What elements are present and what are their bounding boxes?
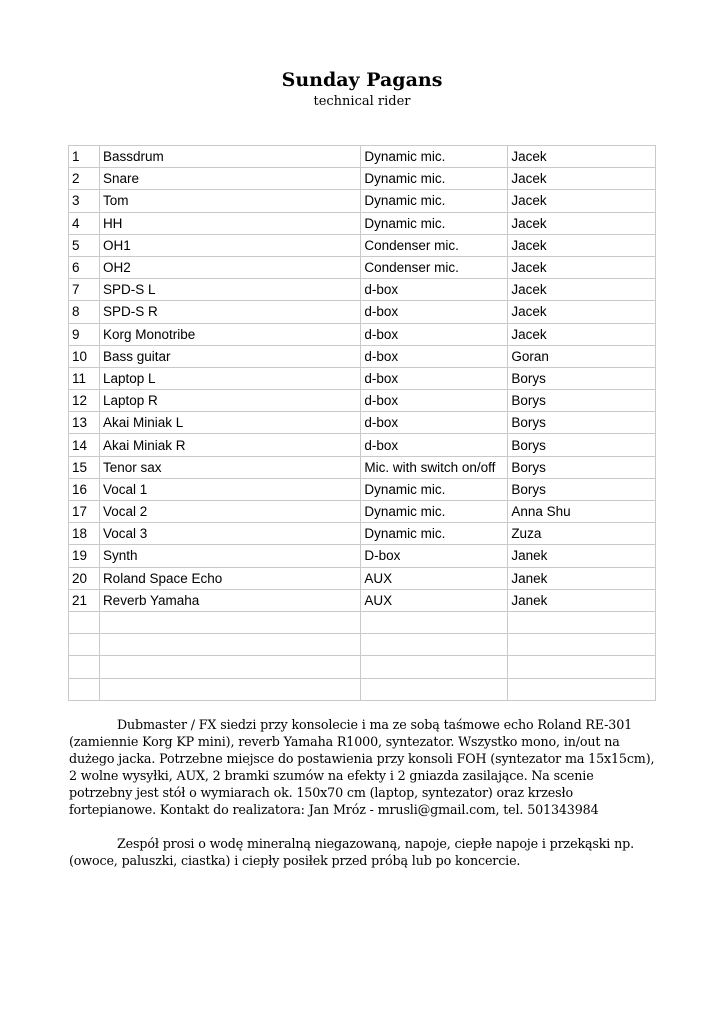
channel-source: Vocal 2 <box>99 501 360 523</box>
channel-number: 9 <box>69 323 100 345</box>
channel-source <box>99 611 360 633</box>
channel-number: 12 <box>69 390 100 412</box>
channel-mic: D-box <box>361 545 508 567</box>
table-row <box>69 501 656 523</box>
channel-mic: Dynamic mic. <box>361 501 508 523</box>
table-row <box>69 234 656 256</box>
channel-source: SPD-S R <box>99 301 360 323</box>
channel-mic: Dynamic mic. <box>361 478 508 500</box>
channel-person: Jacek <box>508 168 656 190</box>
channel-person: Borys <box>508 434 656 456</box>
channel-person: Borys <box>508 456 656 478</box>
channel-mic: d-box <box>361 345 508 367</box>
table-row <box>69 190 656 212</box>
channel-number: 15 <box>69 456 100 478</box>
channel-source: Reverb Yamaha <box>99 589 360 611</box>
table-row <box>69 634 656 656</box>
table-row <box>69 301 656 323</box>
channel-number: 14 <box>69 434 100 456</box>
table-row <box>69 478 656 500</box>
table-row <box>69 279 656 301</box>
channel-person: Jacek <box>508 301 656 323</box>
notes-paragraph-equipment: Dubmaster / FX siedzi przy konsolecie i ma ze sobą taśmowe echo Roland RE-301 (zamiennie Korg KP mini), reverb Yamaha R1000, syntezator. Wszystko mono, in/out na dużego jacka. Potrzebne miejsce do postawienia przy konsoli FOH (syntezator ma 15x15cm), 2 wolne wysyłki, AUX, 2 bramki szumów na efekty i 2 gniazda zasilające. Na scenie potrzebny jest stół o wymiarach ok. 150x70 cm (laptop, syntezator) oraz krzesło fortepianowe. Kontakt do realizatora: Jan Mróz - mrusli@gmail.com, tel. 501343984 <box>69 717 655 817</box>
channel-number <box>69 634 100 656</box>
channel-mic <box>361 678 508 700</box>
channel-source <box>99 678 360 700</box>
channel-source: Laptop L <box>99 367 360 389</box>
table-row <box>69 456 656 478</box>
channel-number: 3 <box>69 190 100 212</box>
channel-person: Jacek <box>508 234 656 256</box>
channel-source: Roland Space Echo <box>99 567 360 589</box>
table-row <box>69 367 656 389</box>
channel-person: Jacek <box>508 323 656 345</box>
channel-source: Snare <box>99 168 360 190</box>
channel-number: 2 <box>69 168 100 190</box>
table-row <box>69 678 656 700</box>
channel-source: Tom <box>99 190 360 212</box>
channel-mic: d-box <box>361 412 508 434</box>
page-title: Sunday Pagans <box>281 69 443 91</box>
channel-person: Jacek <box>508 190 656 212</box>
channel-mic: Condenser mic. <box>361 234 508 256</box>
channel-mic: Dynamic mic. <box>361 168 508 190</box>
channel-person: Borys <box>508 478 656 500</box>
channel-source: Korg Monotribe <box>99 323 360 345</box>
channel-number: 19 <box>69 545 100 567</box>
channel-number: 18 <box>69 523 100 545</box>
channel-person: Anna Shu <box>508 501 656 523</box>
notes <box>69 716 659 886</box>
channel-mic: Dynamic mic. <box>361 523 508 545</box>
channel-source <box>99 656 360 678</box>
table-row <box>69 589 656 611</box>
channel-mic <box>361 634 508 656</box>
table-row <box>69 345 656 367</box>
channel-source: Synth <box>99 545 360 567</box>
table-row <box>69 390 656 412</box>
channel-source: Bass guitar <box>99 345 360 367</box>
channel-person: Janek <box>508 567 656 589</box>
channel-mic: AUX <box>361 567 508 589</box>
channel-person <box>508 611 656 633</box>
channel-number: 4 <box>69 212 100 234</box>
channel-mic: d-box <box>361 279 508 301</box>
channel-number: 11 <box>69 367 100 389</box>
channel-mic: d-box <box>361 323 508 345</box>
channel-number: 7 <box>69 279 100 301</box>
channel-person: Goran <box>508 345 656 367</box>
channel-mic: d-box <box>361 301 508 323</box>
table-row <box>69 567 656 589</box>
channel-number: 16 <box>69 478 100 500</box>
channel-person <box>508 634 656 656</box>
table-row <box>69 523 656 545</box>
channel-person: Zuza <box>508 523 656 545</box>
channel-number: 20 <box>69 567 100 589</box>
channel-person: Jacek <box>508 212 656 234</box>
channel-person: Jacek <box>508 146 656 168</box>
table-row <box>69 256 656 278</box>
channel-number: 21 <box>69 589 100 611</box>
channel-source: HH <box>99 212 360 234</box>
channel-number <box>69 678 100 700</box>
channel-number: 8 <box>69 301 100 323</box>
channel-source: Tenor sax <box>99 456 360 478</box>
channel-source <box>99 634 360 656</box>
table-row <box>69 168 656 190</box>
channel-mic: d-box <box>361 434 508 456</box>
table-row <box>69 656 656 678</box>
channel-mic: Dynamic mic. <box>361 190 508 212</box>
channel-source: OH2 <box>99 256 360 278</box>
channel-source: Vocal 3 <box>99 523 360 545</box>
channel-mic <box>361 611 508 633</box>
table-row <box>69 611 656 633</box>
channel-number: 6 <box>69 256 100 278</box>
channel-number <box>69 611 100 633</box>
channel-person: Janek <box>508 589 656 611</box>
channel-mic: Dynamic mic. <box>361 146 508 168</box>
channel-person: Jacek <box>508 256 656 278</box>
channel-mic: AUX <box>361 589 508 611</box>
channel-mic <box>361 656 508 678</box>
channel-person: Janek <box>508 545 656 567</box>
channel-person: Borys <box>508 390 656 412</box>
notes-paragraph-hospitality: Zespół prosi o wodę mineralną niegazowaną, napoje, ciepłe napoje i przekąski np. (owoce, paluszki, ciastka) i ciepły posiłek przed próbą lub po koncercie. <box>69 836 634 868</box>
channel-person: Borys <box>508 412 656 434</box>
channel-number <box>69 656 100 678</box>
table-row <box>69 146 656 168</box>
channel-source: Vocal 1 <box>99 478 360 500</box>
channel-source: Akai Miniak L <box>99 412 360 434</box>
channel-mic: d-box <box>361 367 508 389</box>
table-row <box>69 412 656 434</box>
channel-source: SPD-S L <box>99 279 360 301</box>
channel-person: Borys <box>508 367 656 389</box>
channel-number: 13 <box>69 412 100 434</box>
channel-number: 10 <box>69 345 100 367</box>
channel-person <box>508 678 656 700</box>
channel-mic: Dynamic mic. <box>361 212 508 234</box>
channel-number: 17 <box>69 501 100 523</box>
channel-number: 1 <box>69 146 100 168</box>
channel-person: Jacek <box>508 279 656 301</box>
table-row <box>69 212 656 234</box>
channel-mic: Condenser mic. <box>361 256 508 278</box>
channel-number: 5 <box>69 234 100 256</box>
channel-person <box>508 656 656 678</box>
channel-source: Akai Miniak R <box>99 434 360 456</box>
table-row <box>69 434 656 456</box>
channel-mic: Mic. with switch on/off <box>361 456 508 478</box>
channel-mic: d-box <box>361 390 508 412</box>
table-row <box>69 323 656 345</box>
channel-source: Laptop R <box>99 390 360 412</box>
page-subtitle: technical rider <box>313 94 411 109</box>
channel-source: Bassdrum <box>99 146 360 168</box>
table-row <box>69 545 656 567</box>
channel-table-body <box>69 146 656 701</box>
channel-source: OH1 <box>99 234 360 256</box>
channel-table <box>68 145 656 701</box>
